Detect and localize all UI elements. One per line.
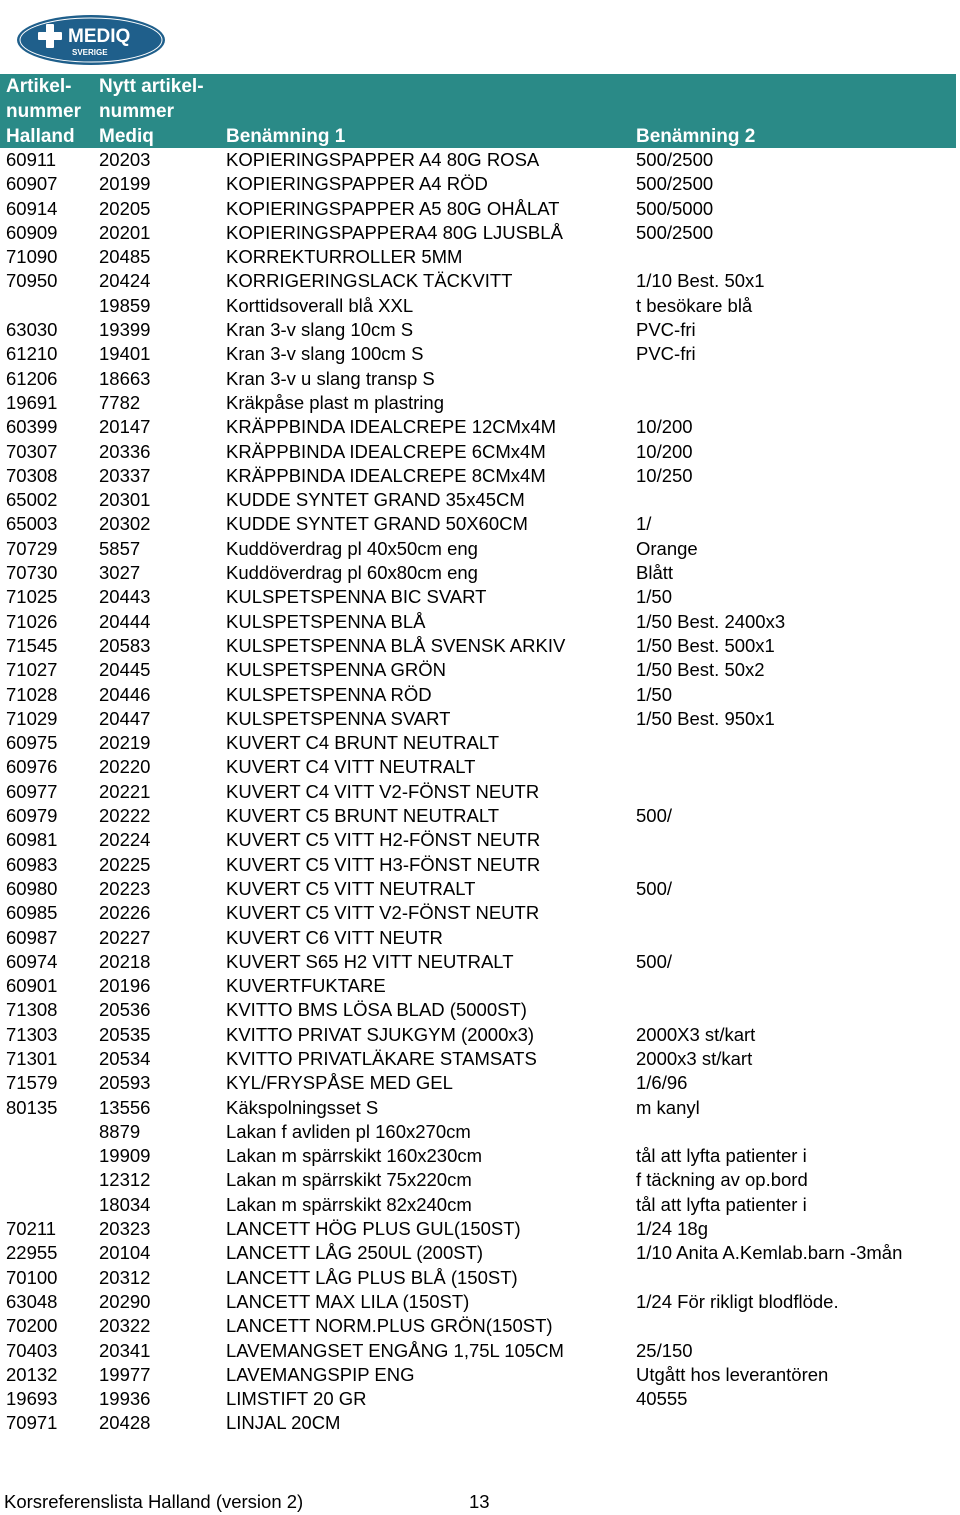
- mediq-logo: [16, 14, 166, 66]
- cell-artikelnummer-halland: 19691: [6, 391, 58, 413]
- cell-artikelnummer-mediq: 20221: [99, 780, 151, 802]
- cell-artikelnummer-mediq: 20226: [99, 902, 151, 924]
- cell-artikelnummer-mediq: 20445: [99, 659, 151, 681]
- cell-benamning-1: Lakan m spärrskikt 82x240cm: [226, 1193, 472, 1215]
- cell-benamning-2: t besökare blå: [636, 294, 753, 316]
- cell-benamning-2: Blått: [636, 562, 674, 584]
- cell-artikelnummer-halland: 61210: [6, 343, 58, 365]
- table-row: [0, 1314, 960, 1338]
- cell-benamning-1: KUVERT C4 BRUNT NEUTRALT: [226, 732, 500, 754]
- table-row: [0, 1266, 960, 1290]
- table-row: [0, 391, 960, 415]
- table-row: [0, 634, 960, 658]
- cell-benamning-1: KORREKTURROLLER 5MM: [226, 246, 463, 268]
- table-row: [0, 731, 960, 755]
- cell-benamning-1: LAVEMANGSET ENGÅNG 1,75L 105CM: [226, 1339, 564, 1361]
- cell-benamning-1: KUDDE SYNTET GRAND 35x45CM: [226, 489, 525, 511]
- cell-artikelnummer-halland: 60985: [6, 902, 58, 924]
- table-row: [0, 683, 960, 707]
- table-row: [0, 901, 960, 925]
- cell-artikelnummer-halland: 71029: [6, 707, 58, 729]
- cell-artikelnummer-halland: 60977: [6, 780, 58, 802]
- cell-benamning-2: 10/200: [636, 440, 693, 462]
- svg-text:MEDIQ: MEDIQ: [68, 26, 131, 47]
- cell-artikelnummer-mediq: 18034: [99, 1193, 151, 1215]
- cell-artikelnummer-mediq: 20336: [99, 440, 151, 462]
- cell-artikelnummer-mediq: 20444: [99, 610, 151, 632]
- cell-artikelnummer-halland: 60399: [6, 416, 58, 438]
- cell-artikelnummer-halland: 70729: [6, 537, 58, 559]
- cell-benamning-1: KULSPETSPENNA BLÅ SVENSK ARKIV: [226, 634, 566, 656]
- cell-artikelnummer-mediq: 20147: [99, 416, 151, 438]
- cell-artikelnummer-mediq: 8879: [99, 1120, 141, 1142]
- cell-artikelnummer-mediq: 20227: [99, 926, 151, 948]
- table-row: [0, 926, 960, 950]
- cell-artikelnummer-halland: 70307: [6, 440, 58, 462]
- cell-artikelnummer-mediq: 20290: [99, 1290, 151, 1312]
- table-row: [0, 1241, 960, 1265]
- cell-benamning-1: Kräkpåse plast m plastring: [226, 391, 444, 413]
- cell-artikelnummer-halland: 70403: [6, 1339, 58, 1361]
- cell-benamning-2: 40555: [636, 1388, 688, 1410]
- cell-artikelnummer-mediq: 20322: [99, 1315, 151, 1337]
- cell-artikelnummer-halland: 60909: [6, 221, 58, 243]
- table-row: [0, 464, 960, 488]
- cell-artikelnummer-mediq: 19909: [99, 1145, 151, 1167]
- cell-benamning-2: 1/24 18g: [636, 1218, 709, 1240]
- cell-artikelnummer-halland: 71028: [6, 683, 58, 705]
- footer-title: Korsreferenslista Halland (version 2): [4, 1491, 304, 1512]
- cell-artikelnummer-halland: 63030: [6, 319, 58, 341]
- cell-artikelnummer-mediq: 20323: [99, 1218, 151, 1240]
- table-row: [0, 950, 960, 974]
- cell-benamning-2: 500/: [636, 805, 673, 827]
- cell-artikelnummer-mediq: 20199: [99, 173, 151, 195]
- cell-artikelnummer-halland: 80135: [6, 1096, 58, 1118]
- cell-benamning-1: LANCETT HÖG PLUS GUL(150ST): [226, 1218, 521, 1240]
- cell-artikelnummer-halland: 70100: [6, 1266, 58, 1288]
- cell-artikelnummer-mediq: 12312: [99, 1169, 151, 1191]
- header-benamning-1: Benämning 1: [226, 126, 346, 147]
- cell-benamning-1: KUVERTFUKTARE: [226, 975, 386, 997]
- cell-benamning-1: KOPIERINGSPAPPER A4 80G ROSA: [226, 149, 540, 170]
- cell-artikelnummer-halland: 71090: [6, 246, 58, 268]
- cell-benamning-1: KVITTO PRIVAT SJUKGYM (2000x3): [226, 1023, 535, 1045]
- cell-benamning-2: 500/: [636, 950, 673, 972]
- cell-artikelnummer-halland: 70950: [6, 270, 58, 292]
- cell-benamning-1: KOPIERINGSPAPPERA4 80G LJUSBLÅ: [226, 221, 563, 243]
- table-row: [0, 780, 960, 804]
- header-nytt-artikelnummer-mediq: Nytt artikel- nummer Mediq: [99, 76, 204, 147]
- cell-artikelnummer-mediq: 19399: [99, 319, 151, 341]
- cell-benamning-1: KOPIERINGSPAPPER A5 80G OHÅLAT: [226, 197, 560, 219]
- cell-artikelnummer-mediq: 7782: [99, 391, 141, 413]
- cell-artikelnummer-halland: 19693: [6, 1388, 58, 1410]
- cell-benamning-1: KUVERT C5 VITT H2-FÖNST NEUTR: [226, 829, 541, 851]
- cell-artikelnummer-mediq: 19401: [99, 343, 151, 365]
- table-row: [0, 1023, 960, 1047]
- cell-artikelnummer-halland: 61206: [6, 367, 58, 389]
- cell-benamning-1: KULSPETSPENNA BIC SVART: [226, 586, 487, 608]
- table-row: [0, 512, 960, 536]
- cell-artikelnummer-halland: 71308: [6, 999, 58, 1021]
- table-row: [0, 853, 960, 877]
- cell-benamning-2: 1/6/96: [636, 1072, 688, 1094]
- table-row: [0, 269, 960, 293]
- cell-artikelnummer-mediq: 20225: [99, 853, 151, 875]
- cell-benamning-1: Lakan f avliden pl 160x270cm: [226, 1120, 471, 1142]
- header-artikelnummer-halland: Artikel- nummer Halland: [6, 76, 81, 147]
- table-row: [0, 1193, 960, 1217]
- cell-benamning-2: 10/200: [636, 416, 693, 438]
- cell-artikelnummer-mediq: 20337: [99, 464, 151, 486]
- cell-benamning-1: KRÄPPBINDA IDEALCREPE 8CMx4M: [226, 464, 546, 486]
- cell-artikelnummer-mediq: 20424: [99, 270, 151, 292]
- header-benamning-2: Benämning 2: [636, 126, 756, 147]
- cell-benamning-1: KUVERT C4 VITT NEUTRALT: [226, 756, 476, 778]
- cell-artikelnummer-halland: 60975: [6, 732, 58, 754]
- cell-benamning-1: LIMSTIFT 20 GR: [226, 1388, 367, 1410]
- cell-benamning-2: PVC-fri: [636, 343, 696, 365]
- cell-benamning-2: 25/150: [636, 1339, 693, 1361]
- cell-benamning-2: 2000x3 st/kart: [636, 1047, 753, 1069]
- cell-artikelnummer-mediq: 20536: [99, 999, 151, 1021]
- cell-benamning-1: KUVERT C5 VITT V2-FÖNST NEUTR: [226, 902, 540, 924]
- cell-artikelnummer-mediq: 5857: [99, 537, 141, 559]
- cell-artikelnummer-mediq: 20593: [99, 1072, 151, 1094]
- table-row: [0, 828, 960, 852]
- cell-artikelnummer-halland: 60974: [6, 950, 58, 972]
- cell-artikelnummer-mediq: 20447: [99, 707, 151, 729]
- cell-benamning-1: KOPIERINGSPAPPER A4 RÖD: [226, 173, 488, 195]
- cell-artikelnummer-halland: 60980: [6, 877, 58, 899]
- table-row: [0, 172, 960, 196]
- cell-artikelnummer-halland: 63048: [6, 1290, 58, 1312]
- table-body: [0, 148, 960, 1436]
- cell-benamning-1: Kran 3-v slang 10cm S: [226, 319, 414, 341]
- cell-artikelnummer-mediq: 19859: [99, 294, 151, 316]
- cell-benamning-1: Kuddöverdrag pl 40x50cm eng: [226, 537, 478, 559]
- cell-artikelnummer-halland: 60907: [6, 173, 58, 195]
- table-row: [0, 1363, 960, 1387]
- cell-artikelnummer-halland: 70971: [6, 1412, 58, 1434]
- cell-benamning-1: KUVERT C5 VITT NEUTRALT: [226, 877, 476, 899]
- cell-artikelnummer-halland: 60911: [6, 149, 57, 170]
- cell-benamning-2: PVC-fri: [636, 319, 696, 341]
- cell-benamning-2: 1/50 Best. 500x1: [636, 634, 775, 656]
- cell-artikelnummer-halland: 65002: [6, 489, 58, 511]
- cell-benamning-2: 1/24 För rikligt blodflöde.: [636, 1290, 839, 1312]
- cell-benamning-1: Korttidsoverall blå XXL: [226, 294, 414, 316]
- cell-artikelnummer-halland: 65003: [6, 513, 58, 535]
- table-row: [0, 488, 960, 512]
- page-number: 13: [469, 1491, 490, 1512]
- cell-benamning-2: m kanyl: [636, 1096, 700, 1118]
- table-row: [0, 1144, 960, 1168]
- cell-artikelnummer-mediq: 20205: [99, 197, 151, 219]
- cell-benamning-1: LANCETT NORM.PLUS GRÖN(150ST): [226, 1315, 553, 1337]
- cell-benamning-1: Käkspolningsset S: [226, 1096, 379, 1118]
- cell-artikelnummer-mediq: 20446: [99, 683, 151, 705]
- cell-artikelnummer-halland: 71303: [6, 1023, 58, 1045]
- table-row: [0, 877, 960, 901]
- cell-artikelnummer-halland: 71301: [6, 1047, 58, 1069]
- cell-artikelnummer-halland: 60979: [6, 805, 58, 827]
- table-row: [0, 342, 960, 366]
- cell-artikelnummer-mediq: 19977: [99, 1363, 151, 1385]
- cell-artikelnummer-mediq: 20222: [99, 805, 151, 827]
- cell-artikelnummer-halland: 60983: [6, 853, 58, 875]
- table-row: [0, 974, 960, 998]
- cell-benamning-2: f täckning av op.bord: [636, 1169, 808, 1191]
- table-row: [0, 658, 960, 682]
- cell-artikelnummer-mediq: 20223: [99, 877, 151, 899]
- cell-benamning-1: KVITTO BMS LÖSA BLAD (5000ST): [226, 999, 527, 1021]
- cell-benamning-1: KULSPETSPENNA BLÅ: [226, 610, 426, 632]
- table-row: [0, 1217, 960, 1241]
- cell-benamning-2: tål att lyfta patienter i: [636, 1193, 807, 1215]
- cell-artikelnummer-halland: 70308: [6, 464, 58, 486]
- table-row: [0, 415, 960, 439]
- cell-benamning-1: KULSPETSPENNA SVART: [226, 707, 451, 729]
- cell-benamning-1: KUVERT C5 BRUNT NEUTRALT: [226, 805, 500, 827]
- cell-benamning-1: KULSPETSPENNA GRÖN: [226, 659, 447, 681]
- table-row: [0, 804, 960, 828]
- cell-artikelnummer-halland: 60914: [6, 197, 58, 219]
- table-row: [0, 1168, 960, 1192]
- cell-benamning-2: 500/2500: [636, 173, 714, 195]
- table-row: [0, 610, 960, 634]
- table-row: [0, 318, 960, 342]
- cell-benamning-1: KVITTO PRIVATLÄKARE STAMSATS: [226, 1047, 537, 1069]
- cell-benamning-2: 1/50 Best. 50x2: [636, 659, 765, 681]
- cell-benamning-2: 1/10 Anita A.Kemlab.barn -3mån: [636, 1242, 903, 1264]
- cell-artikelnummer-halland: 71545: [6, 634, 58, 656]
- cell-artikelnummer-halland: 71579: [6, 1072, 58, 1094]
- table-row: [0, 1071, 960, 1095]
- cell-artikelnummer-halland: 60901: [6, 975, 58, 997]
- cell-artikelnummer-mediq: 13556: [99, 1096, 151, 1118]
- cell-benamning-1: KUDDE SYNTET GRAND 50X60CM: [226, 513, 528, 535]
- cell-artikelnummer-halland: 20132: [6, 1363, 58, 1385]
- cell-artikelnummer-mediq: 20201: [99, 221, 151, 243]
- table-row: [0, 245, 960, 269]
- cell-benamning-1: Kran 3-v u slang transp S: [226, 367, 435, 389]
- cell-benamning-1: KRÄPPBINDA IDEALCREPE 6CMx4M: [226, 440, 546, 462]
- cell-artikelnummer-mediq: 20219: [99, 732, 151, 754]
- cell-artikelnummer-halland: 70200: [6, 1315, 58, 1337]
- cell-benamning-1: LANCETT LÅG PLUS BLÅ (150ST): [226, 1266, 518, 1288]
- table-row: [0, 1387, 960, 1411]
- cell-benamning-2: 500/5000: [636, 197, 714, 219]
- cell-benamning-2: 2000X3 st/kart: [636, 1023, 756, 1045]
- table-row: [0, 1047, 960, 1071]
- cell-artikelnummer-mediq: 20583: [99, 634, 151, 656]
- table-row: [0, 148, 960, 172]
- cell-benamning-1: LANCETT MAX LILA (150ST): [226, 1290, 470, 1312]
- table-row: [0, 1411, 960, 1435]
- table-row: [0, 585, 960, 609]
- cell-benamning-2: 500/: [636, 877, 673, 899]
- cell-benamning-1: KULSPETSPENNA RÖD: [226, 683, 432, 705]
- table-row: [0, 755, 960, 779]
- cell-artikelnummer-mediq: 20534: [99, 1047, 151, 1069]
- cell-benamning-2: 1/50: [636, 586, 673, 608]
- table-row: [0, 1120, 960, 1144]
- cell-benamning-2: 1/: [636, 513, 652, 535]
- cell-artikelnummer-mediq: 20485: [99, 246, 151, 268]
- cell-benamning-2: Utgått hos leverantören: [636, 1363, 829, 1385]
- table-row: [0, 1096, 960, 1120]
- cell-artikelnummer-mediq: 3027: [99, 562, 141, 584]
- cell-benamning-1: KUVERT C5 VITT H3-FÖNST NEUTR: [226, 853, 541, 875]
- table-row: [0, 707, 960, 731]
- cell-artikelnummer-mediq: 20312: [99, 1266, 151, 1288]
- table-row: [0, 998, 960, 1022]
- cell-benamning-1: LINJAL 20CM: [226, 1412, 341, 1434]
- cell-benamning-1: Lakan m spärrskikt 75x220cm: [226, 1169, 472, 1191]
- cell-artikelnummer-mediq: 19936: [99, 1388, 151, 1410]
- cell-artikelnummer-halland: 70730: [6, 562, 58, 584]
- cell-artikelnummer-mediq: 20443: [99, 586, 151, 608]
- cell-benamning-2: Orange: [636, 537, 698, 559]
- cell-benamning-1: KYL/FRYSPÅSE MED GEL: [226, 1072, 453, 1094]
- table-row: [0, 440, 960, 464]
- cell-benamning-1: Kuddöverdrag pl 60x80cm eng: [226, 562, 478, 584]
- cell-benamning-1: KUVERT C6 VITT NEUTR: [226, 926, 443, 948]
- cell-artikelnummer-mediq: 20302: [99, 513, 151, 535]
- cell-artikelnummer-mediq: 20428: [99, 1412, 151, 1434]
- svg-text:SVERIGE: SVERIGE: [72, 48, 108, 57]
- cell-artikelnummer-mediq: 18663: [99, 367, 151, 389]
- table-row: [0, 294, 960, 318]
- cell-artikelnummer-mediq: 20224: [99, 829, 151, 851]
- cell-artikelnummer-halland: 70211: [6, 1218, 57, 1240]
- cell-benamning-1: KRÄPPBINDA IDEALCREPE 12CMx4M: [226, 416, 557, 438]
- cell-artikelnummer-halland: 22955: [6, 1242, 58, 1264]
- table-row: [0, 221, 960, 245]
- cell-artikelnummer-halland: 71025: [6, 586, 58, 608]
- cell-benamning-2: 500/2500: [636, 149, 714, 170]
- cell-benamning-1: KUVERT C4 VITT V2-FÖNST NEUTR: [226, 780, 540, 802]
- cell-benamning-1: KORRIGERINGSLACK TÄCKVITT: [226, 270, 513, 292]
- cell-benamning-2: 1/50: [636, 683, 673, 705]
- table-row: [0, 1290, 960, 1314]
- cell-benamning-2: 10/250: [636, 464, 693, 486]
- cell-benamning-1: Lakan m spärrskikt 160x230cm: [226, 1145, 483, 1167]
- cell-benamning-1: LANCETT LÅG 250UL (200ST): [226, 1242, 484, 1264]
- table-row: [0, 561, 960, 585]
- table-row: [0, 1339, 960, 1363]
- cell-benamning-2: 1/50 Best. 950x1: [636, 707, 775, 729]
- cell-artikelnummer-halland: 71027: [6, 659, 58, 681]
- cell-benamning-2: 1/10 Best. 50x1: [636, 270, 765, 292]
- cell-artikelnummer-mediq: 20196: [99, 975, 151, 997]
- cell-artikelnummer-mediq: 20220: [99, 756, 151, 778]
- cell-benamning-1: KUVERT S65 H2 VITT NEUTRALT: [226, 950, 514, 972]
- cell-artikelnummer-halland: 60981: [6, 829, 58, 851]
- cell-artikelnummer-mediq: 20535: [99, 1023, 151, 1045]
- cell-artikelnummer-mediq: 20301: [99, 489, 151, 511]
- cell-artikelnummer-mediq: 20203: [99, 149, 151, 170]
- cell-benamning-1: LAVEMANGSPIP ENG: [226, 1363, 415, 1385]
- cell-artikelnummer-mediq: 20218: [99, 950, 151, 972]
- cell-artikelnummer-mediq: 20341: [99, 1339, 151, 1361]
- table-row: [0, 197, 960, 221]
- table-header: [0, 74, 956, 148]
- table-row: [0, 367, 960, 391]
- cell-artikelnummer-halland: 60976: [6, 756, 58, 778]
- table-row: [0, 537, 960, 561]
- cell-artikelnummer-halland: 71026: [6, 610, 58, 632]
- cell-benamning-1: Kran 3-v slang 100cm S: [226, 343, 424, 365]
- cell-benamning-2: tål att lyfta patienter i: [636, 1145, 807, 1167]
- cell-benamning-2: 1/50 Best. 2400x3: [636, 610, 786, 632]
- cell-benamning-2: 500/2500: [636, 221, 714, 243]
- cell-artikelnummer-mediq: 20104: [99, 1242, 151, 1264]
- cell-artikelnummer-halland: 60987: [6, 926, 58, 948]
